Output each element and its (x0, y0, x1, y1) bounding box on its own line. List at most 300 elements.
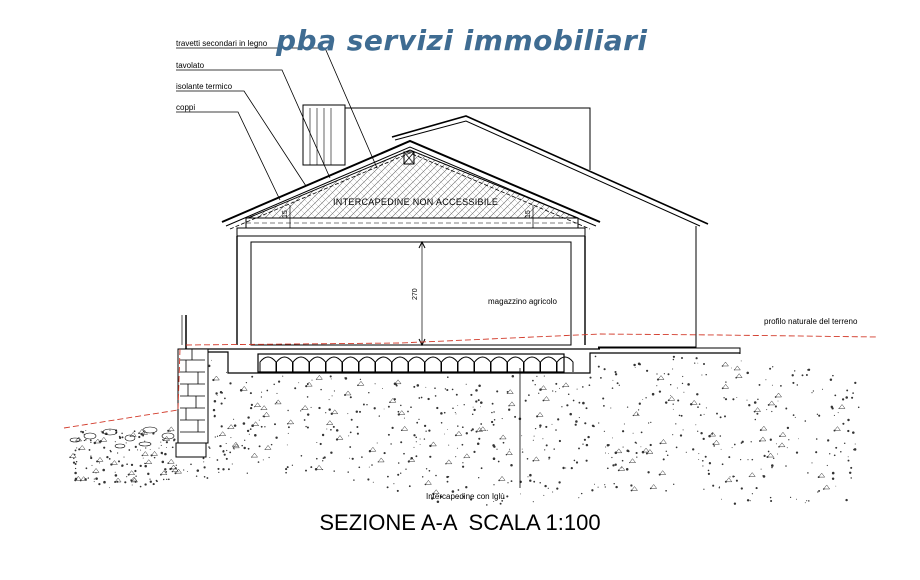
ground-aggregate (726, 478, 732, 482)
ground-dot (696, 357, 698, 359)
ground-aggregate (755, 408, 761, 412)
ground-dot (578, 497, 579, 498)
ground-dot (230, 437, 231, 438)
ground-dot (233, 419, 234, 420)
ground-aggregate (633, 412, 639, 416)
ground-dot (496, 390, 498, 392)
ground-dot (332, 395, 333, 396)
ground-dot (324, 456, 326, 458)
ground-aggregate (176, 469, 182, 473)
ground-dot (525, 400, 527, 402)
ground-dot (565, 468, 566, 469)
ground-dot (852, 392, 854, 394)
ground-dot (123, 457, 124, 458)
ground-dot (765, 379, 766, 380)
ground-aggregate (265, 445, 271, 449)
ground-dot (832, 478, 834, 480)
ground-dot (806, 500, 807, 501)
ground-dot (835, 486, 836, 487)
ground-dot (214, 400, 217, 403)
ground-dot (446, 389, 448, 391)
ground-dot (475, 389, 478, 392)
ground-dot (247, 416, 249, 418)
ground-aggregate (129, 471, 135, 475)
ground-dot (400, 441, 402, 443)
ground-dot (846, 389, 848, 391)
ground-dot (420, 444, 421, 445)
ground-dot (206, 477, 208, 479)
ground-dot (608, 453, 609, 454)
ground-dot (444, 412, 446, 414)
ground-aggregate (255, 403, 261, 407)
ground-dot (579, 417, 580, 418)
ground-aggregate (769, 401, 775, 405)
ground-aggregate (776, 393, 782, 397)
ground-dot (282, 376, 283, 377)
ground-aggregate (168, 459, 174, 463)
ground-dot (275, 437, 277, 439)
ground-dot (311, 407, 312, 408)
ground-dot (548, 488, 549, 489)
ground-dot (103, 481, 106, 484)
ground-dot (681, 415, 683, 417)
ground-dot (510, 464, 513, 467)
ground-dot (106, 456, 108, 458)
ground-dot (829, 453, 830, 454)
ground-dot (787, 427, 789, 429)
ground-dot (650, 422, 651, 423)
ground-dot (176, 465, 177, 466)
ground-dot (603, 405, 605, 407)
ground-dot (429, 456, 431, 458)
ground-dot (426, 468, 427, 469)
ground-dot (258, 461, 260, 463)
ground-aggregate (660, 439, 666, 443)
ground-dot (607, 467, 609, 469)
ground-dot (683, 392, 684, 393)
ground-dot (229, 382, 231, 384)
ground-dot (160, 442, 161, 443)
ground-dot (761, 469, 762, 470)
ground-dot (145, 447, 146, 448)
ground-dot (663, 458, 665, 460)
ground-dot (144, 483, 146, 485)
ground-dot (593, 425, 595, 427)
ground-dot (367, 478, 369, 480)
ground-dot (777, 454, 778, 455)
ground-dot (232, 463, 233, 464)
ground-dot (752, 459, 754, 461)
ground-dot (161, 445, 162, 446)
ground-dot (318, 407, 320, 409)
ground-dot (773, 458, 774, 459)
ground-dot (211, 360, 212, 361)
ground-dot (74, 454, 76, 456)
ground-dot (322, 460, 323, 461)
ground-dot (95, 477, 98, 480)
ground-dot (98, 483, 100, 485)
ground-dot (626, 468, 629, 471)
ground-dot (604, 431, 605, 432)
ground-dot (553, 448, 554, 449)
ground-dot (478, 477, 479, 478)
ground-dot (703, 363, 705, 365)
ground-dot (320, 443, 322, 445)
ground-dot (305, 426, 306, 427)
ground-dot (633, 364, 635, 366)
ground-dot (582, 443, 583, 444)
ground-dot (670, 395, 671, 396)
ground-dot (416, 422, 418, 424)
ground-dot (555, 391, 556, 392)
ground-dot (647, 471, 649, 473)
ground-dot (478, 438, 480, 440)
ground-dot (334, 390, 335, 391)
ground-dot (251, 376, 253, 378)
ground-dot (466, 384, 467, 385)
ground-dot (672, 368, 673, 369)
ground-dot (514, 416, 516, 418)
ground-dot (382, 388, 383, 389)
ground-dot (218, 472, 219, 473)
ground-dot (384, 452, 386, 454)
ground-dot (785, 465, 787, 467)
ground-aggregate (261, 406, 267, 410)
ground-dot (559, 440, 561, 442)
ground-dot (134, 470, 136, 472)
ground-dot (388, 406, 390, 408)
ground-dot (521, 435, 522, 436)
ground-dot (414, 447, 415, 448)
ground-aggregate (220, 432, 226, 436)
ground-dot (90, 456, 91, 457)
ground-dot (446, 476, 448, 478)
ground-dot (817, 491, 818, 492)
ground-dot (94, 481, 95, 482)
ground-dot (768, 451, 770, 453)
ground-dot (571, 467, 573, 469)
ground-aggregate (378, 458, 384, 462)
ground-aggregate (499, 476, 505, 480)
ground-dot (244, 440, 245, 441)
ground-dot (75, 468, 76, 469)
ground-dot (226, 458, 228, 460)
ground-dot (109, 458, 111, 460)
ground-dot (466, 432, 468, 434)
ground-dot (795, 417, 796, 418)
ground-dot (503, 442, 505, 444)
ground-dot (264, 426, 265, 427)
ground-dot (333, 426, 335, 428)
ground-dot (817, 414, 818, 415)
ground-dot (627, 406, 628, 407)
ground-dot (605, 486, 606, 487)
ground-dot (435, 475, 437, 477)
ground-dot (153, 483, 155, 485)
ground-dot (416, 441, 417, 442)
ground-dot (480, 423, 482, 425)
ground-dot (350, 396, 352, 398)
ground-dot (830, 378, 832, 380)
ground-dot (790, 497, 791, 498)
ground-dot (73, 458, 74, 459)
ground-dot (215, 392, 217, 394)
ground-dot (581, 493, 582, 494)
ground-dot (835, 447, 837, 449)
ground-dot (150, 481, 152, 483)
ground-aggregate (824, 485, 830, 489)
ground-dot (233, 448, 234, 449)
ground-dot (692, 448, 694, 450)
ground-dot (397, 490, 399, 492)
ground-dot (424, 425, 426, 427)
roof (222, 141, 600, 229)
ground-dot (371, 464, 373, 466)
ground-aggregate (768, 453, 774, 457)
ground-dot (350, 432, 352, 434)
ground-dot (635, 442, 637, 444)
ground-dot (780, 385, 782, 387)
ground-dot (712, 485, 714, 487)
ground-dot (457, 448, 458, 449)
ground-dot (156, 480, 158, 482)
ground-dot (464, 404, 465, 405)
ground-dot (164, 453, 167, 456)
ground-dot (586, 407, 588, 409)
ground-dot (90, 442, 91, 443)
ground-dot (670, 384, 671, 385)
ground-dot (598, 422, 599, 423)
ground-dot (74, 472, 77, 475)
ground-dot (168, 478, 170, 480)
ground-dot (716, 413, 718, 415)
ground-dot (329, 399, 330, 400)
ground-dot (172, 446, 174, 448)
ground-dot (582, 386, 584, 388)
ground-dot (818, 490, 820, 492)
ground-dot (173, 440, 175, 442)
ground-dot (568, 394, 570, 396)
ground-dot (166, 441, 168, 443)
ground-dot (598, 487, 599, 488)
ground-dot (806, 374, 808, 376)
ground-dot (533, 481, 535, 483)
ground-dot (536, 376, 537, 377)
ground-dot (142, 435, 144, 437)
ground-dot (636, 456, 637, 457)
ground-dot (444, 434, 445, 435)
ground-dot (407, 411, 409, 413)
ground-aggregate (760, 437, 766, 441)
ground-dot (575, 424, 577, 426)
ground-aggregate (302, 405, 308, 409)
ground-dot (94, 479, 95, 480)
ground-dot (734, 476, 735, 477)
ground-dot (373, 482, 374, 483)
ground-aggregate (142, 451, 148, 455)
ground-dot (552, 390, 553, 391)
ground-dot (529, 479, 531, 481)
ground-dot (109, 487, 110, 488)
ground-dot (349, 458, 350, 459)
ground-dot (595, 356, 597, 358)
ground-dot (475, 400, 477, 402)
ground-aggregate (736, 374, 742, 378)
ground-dot (393, 483, 394, 484)
ground-dot (612, 387, 614, 389)
ground-dot (650, 444, 652, 446)
ground-dot (458, 489, 460, 491)
ground-dot (747, 499, 749, 501)
ground-dot (250, 428, 252, 430)
ground-dot (75, 449, 77, 451)
ground-dot (163, 479, 164, 480)
ground-dot (747, 459, 748, 460)
ground-aggregate (264, 412, 270, 416)
ground-dot (757, 399, 758, 400)
ground-dot (478, 384, 481, 387)
ground-dot (640, 446, 641, 447)
ground-dot (533, 501, 534, 502)
ground-dot (121, 466, 122, 467)
ground-dot (728, 456, 730, 458)
label-tavolato: tavolato (176, 61, 205, 70)
ground-dot (166, 479, 167, 480)
ground-dot (694, 362, 695, 363)
ground-dot (772, 366, 773, 367)
ground-dot (637, 414, 638, 415)
ground-dot (535, 428, 536, 429)
ground-dot (307, 426, 309, 428)
ground-dot (522, 451, 523, 452)
ground-dot (604, 484, 605, 485)
ground-dot (405, 469, 406, 470)
ground-dot (310, 466, 312, 468)
ground-dot (447, 481, 449, 483)
ground-dot (852, 431, 855, 434)
ground-dot (226, 443, 227, 444)
ground-dot (778, 401, 779, 402)
ground-dot (330, 429, 332, 431)
ground-dot (638, 409, 639, 410)
ground-dot (665, 490, 667, 492)
ground-dot (144, 441, 145, 442)
ground-dot (154, 457, 156, 459)
ground-dot (429, 470, 431, 472)
ground-dot (285, 472, 287, 474)
ground-dot (847, 419, 849, 421)
ground-dot (409, 485, 411, 487)
ground-dot (304, 419, 306, 421)
ground-aggregate (275, 400, 281, 404)
ground-dot (555, 383, 557, 385)
ground-dot (388, 434, 390, 436)
ground-dot (316, 442, 317, 443)
ground-dot (854, 382, 856, 384)
ground-dot (706, 407, 707, 408)
label-coppi: coppi (176, 103, 196, 112)
ground-dot (602, 397, 604, 399)
ground-dot (704, 414, 705, 415)
ground-dot (676, 447, 678, 449)
ground-dot (403, 453, 405, 455)
ground-dot (556, 487, 558, 489)
ground-aggregate (819, 473, 825, 477)
ground-dot (721, 449, 722, 450)
ground-dot (347, 471, 348, 472)
ground-dot (617, 382, 619, 384)
ground-dot (598, 366, 600, 368)
ground-dot (703, 489, 704, 490)
ground-dot (456, 413, 457, 414)
ground-dot (756, 487, 758, 489)
ground-dot (672, 434, 673, 435)
ground-dot (608, 444, 610, 446)
ground-dot (110, 450, 111, 451)
ground-dot (493, 484, 494, 485)
ground-dot (121, 433, 122, 434)
label-iglu: Intercapedine con Iglù (426, 492, 505, 501)
ground-dot (276, 393, 277, 394)
ground-dot (428, 429, 430, 431)
ground-dot (723, 397, 724, 398)
ground-dot (652, 393, 655, 396)
ground-dot (221, 403, 223, 405)
ground-aggregate (537, 412, 543, 416)
ground-dot (261, 396, 262, 397)
ground-dot (301, 455, 303, 457)
ground-dot (274, 423, 276, 425)
drawing-title: SEZIONE A-A SCALA 1:100 (319, 510, 601, 535)
ground-dot (751, 441, 752, 442)
ground-dot (144, 465, 147, 468)
ground-dot (787, 447, 788, 448)
ground-dot (307, 413, 309, 415)
ground-dot (586, 460, 588, 462)
ground-dot (840, 451, 842, 453)
ground-dot (578, 447, 580, 449)
ground-dot (190, 464, 192, 466)
ground-dot (752, 493, 753, 494)
ground-dot (196, 475, 197, 476)
ground-dot (204, 466, 206, 468)
ground-dot (368, 392, 369, 393)
ground-dot (356, 410, 358, 412)
ground-dot (605, 453, 606, 454)
ground-dot (552, 424, 553, 425)
ground-dot (226, 372, 227, 373)
ground-dot (612, 464, 614, 466)
ground-dot (792, 374, 794, 376)
ground-aggregate (533, 457, 539, 461)
ground-dot (679, 415, 681, 417)
ground-aggregate (288, 420, 294, 424)
ground-dot (734, 444, 736, 446)
ground-dot (832, 375, 834, 377)
ground-dot (665, 401, 667, 403)
ground-dot (320, 389, 321, 390)
ground-dot (288, 433, 289, 434)
ground-dot (117, 452, 118, 453)
ground-dot (532, 380, 534, 382)
ground-dot (330, 375, 332, 377)
ground-dot (589, 384, 591, 386)
ground-dot (400, 405, 402, 407)
ground-dot (118, 460, 120, 462)
ground-dot (410, 406, 412, 408)
ground-dot (300, 410, 301, 411)
ground-dot (611, 457, 612, 458)
